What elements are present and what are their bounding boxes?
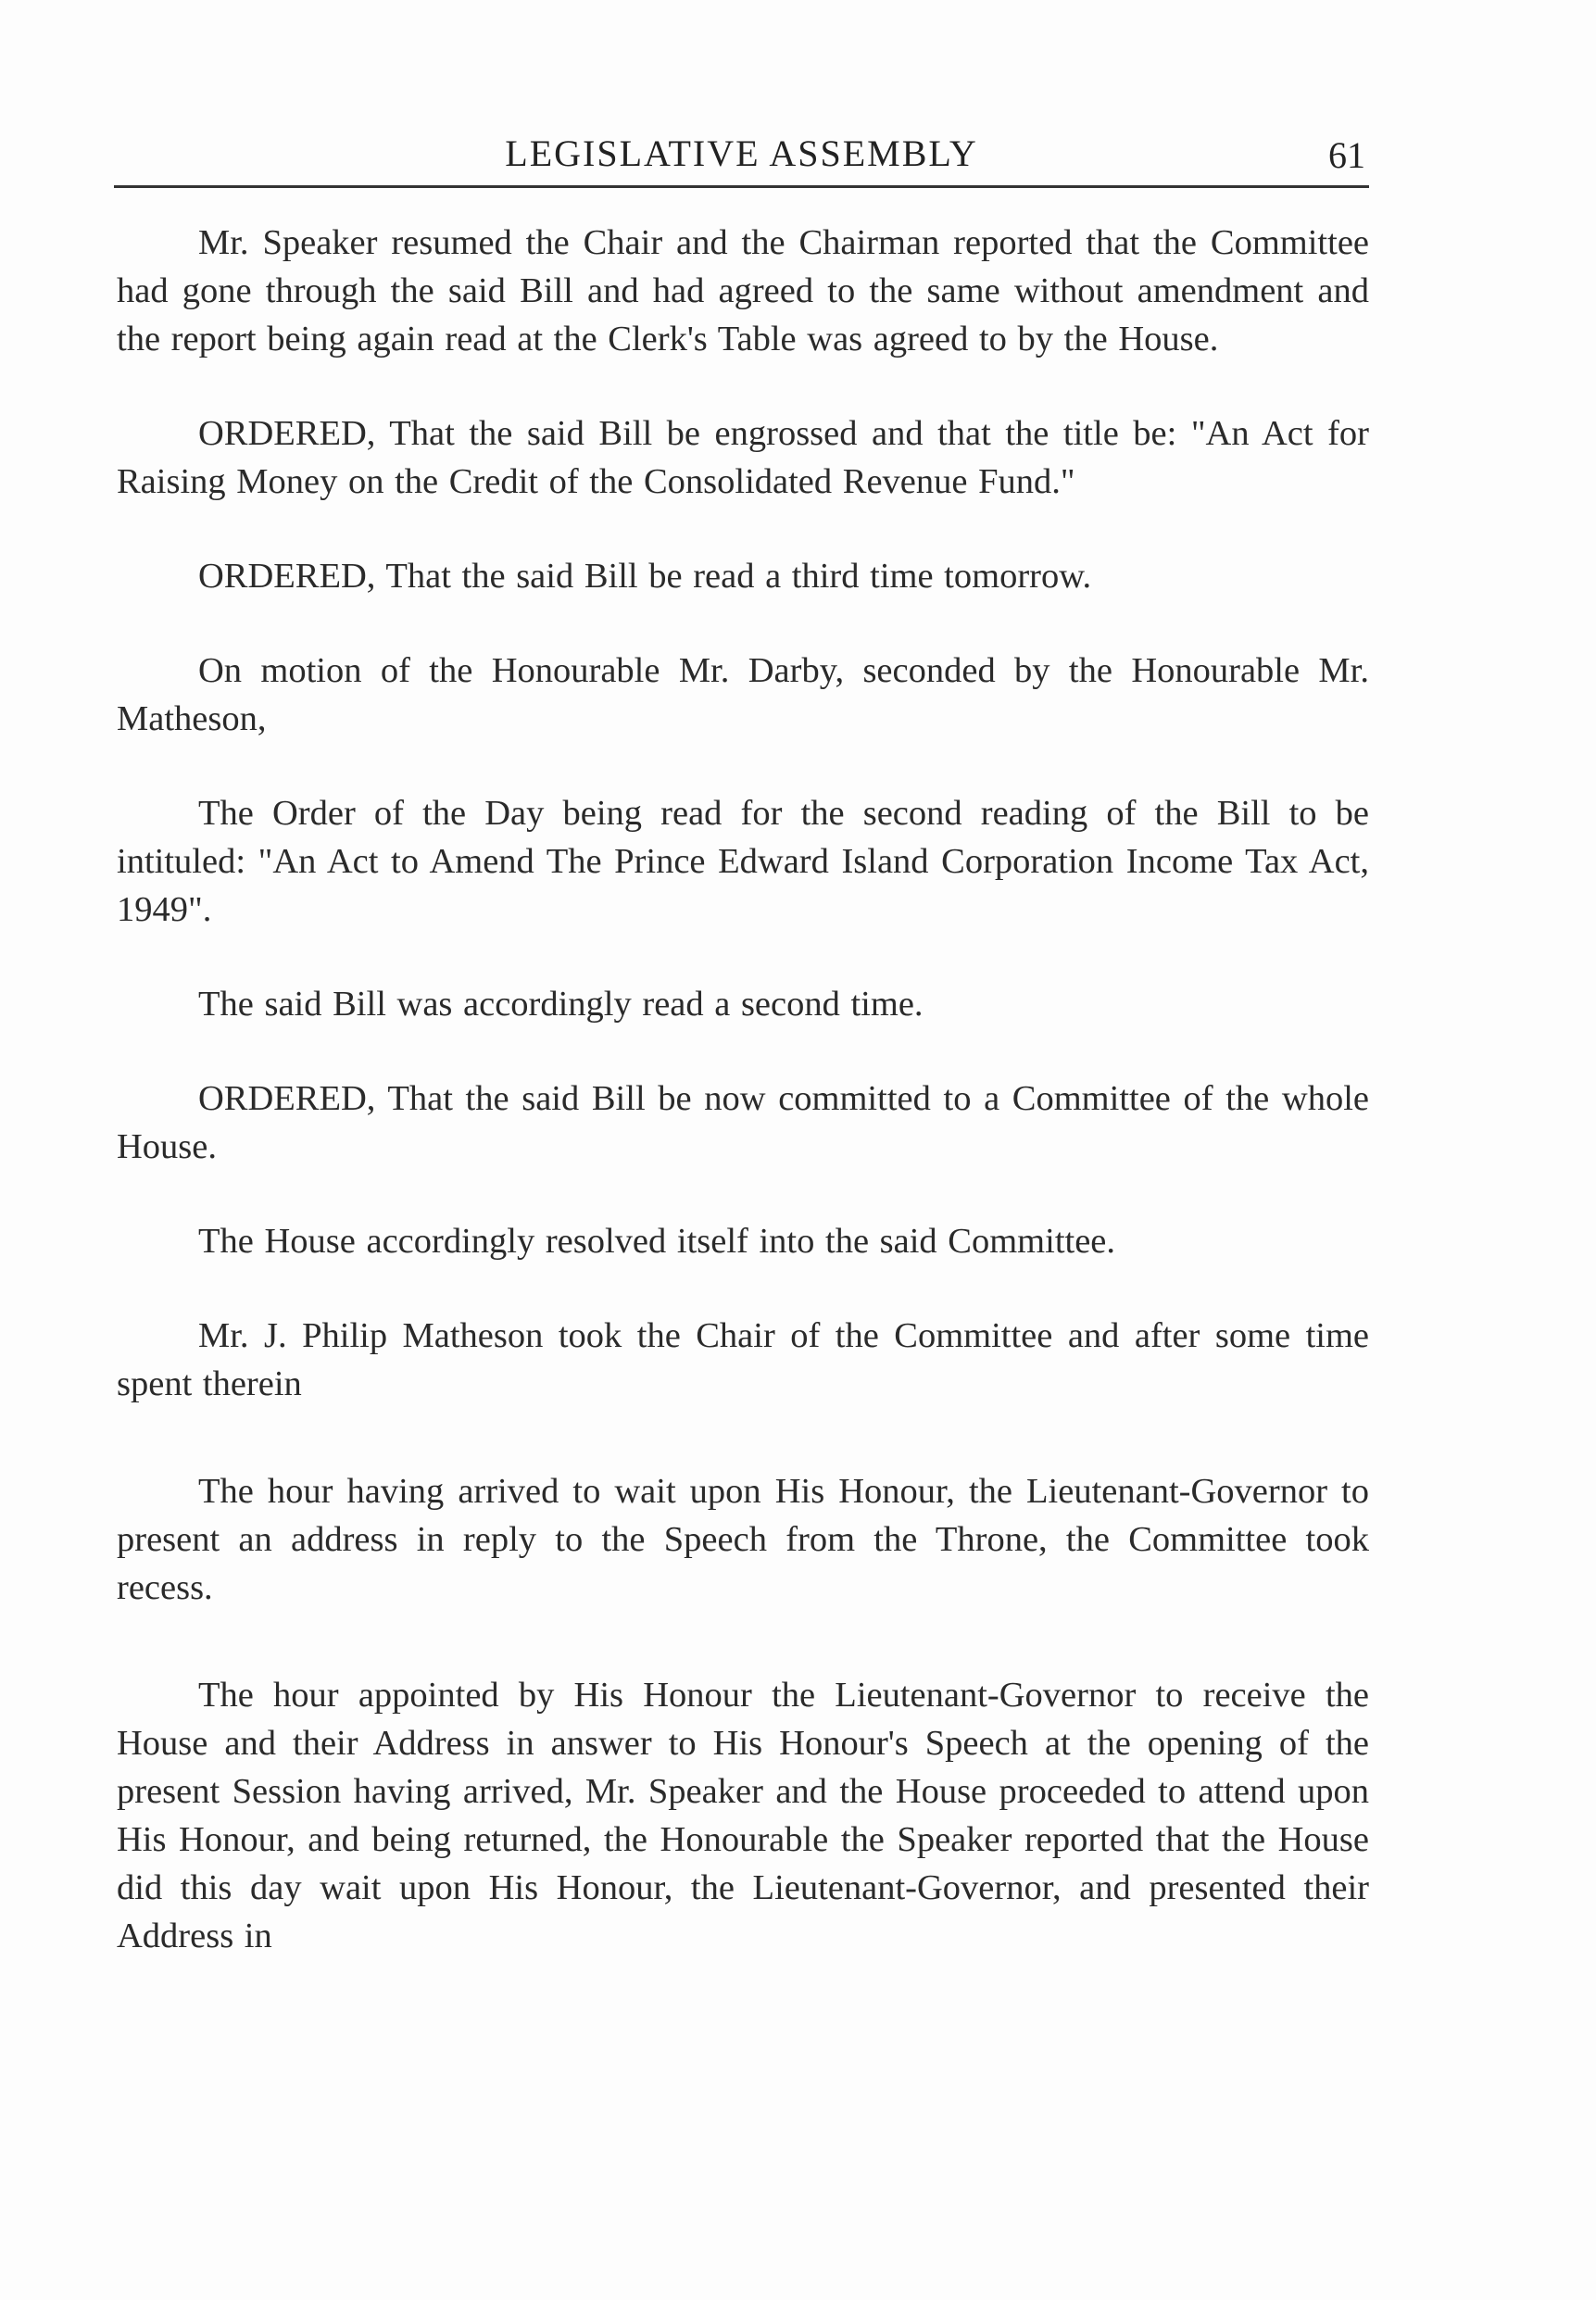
page-number: 61: [1328, 134, 1365, 176]
paragraph: ORDERED, That the said Bill be now committed to a Committee of the whole House.: [117, 1079, 1369, 1166]
paragraph: Mr. Speaker resumed the Chair and the Chairman reported that the Committee had gone through the said Bill and had agreed to the same without amendment and the report being again read at the Clerk's Table was agreed to by the House.: [117, 223, 1369, 358]
paragraph: The House accordingly resolved itself into the said Committee.: [198, 1222, 1116, 1261]
paragraph: The hour appointed by His Honour the Lieutenant-Governor to receive the House and their Address in answer to His Honour's Speech at the opening of the present Session having arrived, Mr. Speaker and the House proceeded to attend upon His Honour, and being returned, the Honourable the Speaker reported that the House did this day wait upon His Honour, the Lieutenant-Governor, and presented their Address in: [117, 1676, 1369, 1955]
paragraph: Mr. J. Philip Matheson took the Chair of the Committee and after some time spent therein: [117, 1316, 1369, 1403]
paragraph: The Order of the Day being read for the second reading of the Bill to be intituled: "An Act to Amend The Prince Edward Island Corporation Income Tax Act, 1949".: [117, 794, 1369, 929]
paragraph: ORDERED, That the said Bill be read a third time tomorrow.: [198, 557, 1092, 596]
running-title: LEGISLATIVE ASSEMBLY: [505, 132, 978, 174]
page-header: [114, 128, 1369, 188]
paragraph: On motion of the Honourable Mr. Darby, seconded by the Honourable Mr. Matheson,: [117, 651, 1369, 738]
paragraph: The said Bill was accordingly read a second time.: [198, 985, 924, 1024]
paragraph: ORDERED, That the said Bill be engrossed and that the title be: "An Act for Raising Money on the Credit of the Consolidated Revenue Fund.": [117, 414, 1369, 501]
paragraph: The hour having arrived to wait upon His Honour, the Lieutenant-Governor to present an address in reply to the Speech from the Throne, the Committee took recess.: [117, 1472, 1369, 1607]
body-text: [117, 219, 1369, 1960]
